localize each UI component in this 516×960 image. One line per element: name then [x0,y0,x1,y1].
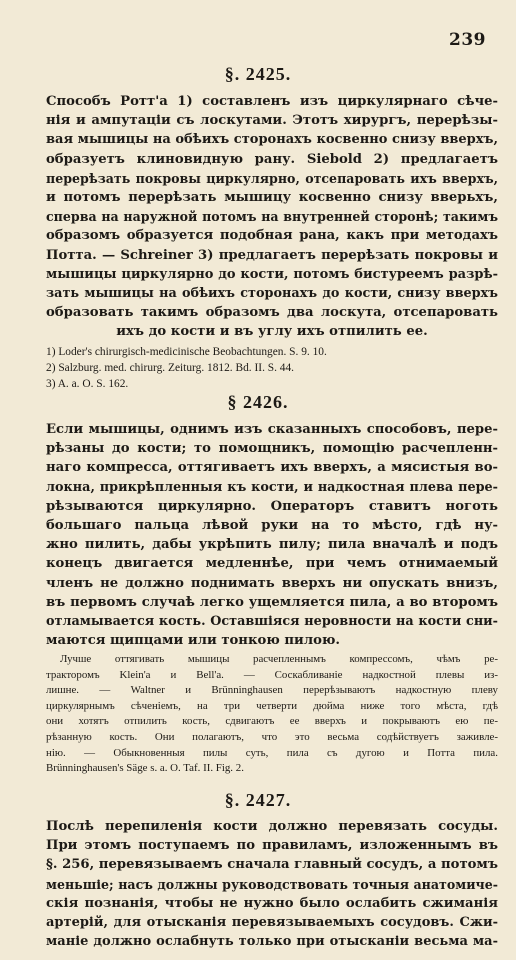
section-heading-2425: §. 2425. [224,64,292,84]
text-line: наго компресса, оттягиваетъ ихъ вверхъ, а мясистыя во- [46,460,498,476]
text-line: рѣзаны до кости; то помощникъ, помощію расчепленн- [46,441,498,457]
text-line: перерѣзать покровы циркулярно, отсепаровать ихъ вверхъ, [46,170,498,186]
text-line: отламывается кость. Оставшіяся неровности на кости сни- [46,613,498,629]
section-heading-2426: § 2426. [227,392,289,412]
text-line: конецъ двигается медленнѣе, при чемъ отнимаемый [46,556,498,572]
text-line: сперва на наружной потомъ на внутренней сторонѣ; такимъ [46,209,498,225]
note-line: нію. — Обыкновенныя пилы суть, пила съ дугою и Потта пила. [46,746,498,759]
text-line: скія познанія, чтобы не нужно было ослабить сжиманія [46,895,498,911]
note-line: рѣзанную кость. Они полагаютъ, что это весьма содѣйствуетъ заживле- [46,730,498,743]
text-line: При этомъ поступаемъ по правиламъ, изложеннымъ въ [46,838,498,854]
section-2426-paragraph [46,420,498,650]
page-number: 239 [449,30,486,50]
text-line: образомъ образуется подобная рана, какъ при методахъ [46,228,498,244]
note-line: Лучше оттягивать мышицы расчепленнымъ компрессомъ, чѣмъ ре- [60,653,498,665]
text-line: §. 256, перевязываемъ сначала главный сосудъ, а потомъ [46,857,498,873]
text-line: Послѣ перепиленія кости должно перевязать сосуды. [46,819,498,834]
text-line: зать мышицы на обѣихъ сторонахъ до кости, снизу вверхъ [46,285,498,301]
text-line: локна, прикрѣпленныя къ кости, и надкостная плева пере- [46,479,498,495]
note-line: они хотятъ отпилить кость, сдвигаютъ ее вверхъ и покрываютъ ею пе- [46,715,498,728]
text-line: артерій, для отысканія перевязываемыхъ сосудовъ. Сжи- [46,914,498,930]
footnote: 3) A. a. O. S. 162. [46,378,129,390]
text-line: членъ не должно поднимать вверхъ ни опускать внизъ, [46,575,498,591]
text-line: Способъ Ротт'а 1) составленъ изъ циркулярнаго сѣче- [46,94,498,109]
text-line: маются щипцами или тонкою пилою. [46,633,341,649]
note-line: тракторомъ Klein'a и Bell'a. — Соскабливаніе надкостной плевы из- [46,668,498,681]
text-line: нія и ампутаціи съ лоскутами. Этотъ хирургъ, перерѣзы- [46,113,498,129]
footnote: 1) Loder's chirurgisch-medicinische Beobachtungen. S. 9. 10. [46,346,327,358]
section-2427-paragraph [46,817,498,951]
note-line: Brünninghausen's Säge s. a. O. Taf. II. Fig. 2. [46,762,244,775]
text-line: въ первомъ случаѣ легко ущемляется пила, а во второмъ [46,594,498,610]
text-line: образовать такимъ образомъ два лоскута, отсепаровать [46,305,498,321]
text-line: жно пилить, дабы укрѣпить пилу; пила вначалѣ и подъ [46,537,498,553]
text-line: ихъ до кости и въ углу ихъ отпилить ее. [116,324,428,340]
text-line: Если мышицы, однимъ изъ сказанныхъ способовъ, пере- [46,422,498,437]
text-line: большаго пальца лѣвой руки на то мѣсто, гдѣ ну- [46,517,498,533]
text-line: вая мышицы на обѣихъ сторонахъ косвенно снизу вверхъ, [46,132,498,148]
note-line: лишне. — Waltner и Brünninghausen перерѣзываютъ надкостную плеву [46,684,498,697]
section-2426-note [46,652,498,777]
text-line: рѣзываются циркулярно. Операторъ ставитъ ноготь [46,498,498,514]
text-line: и потомъ перерѣзать мышицу косвенно снизу вверьхъ, [46,189,498,205]
text-line: образуетъ клиновидную рану. Siebold 2) предлагаетъ [46,151,498,167]
text-line: Потта. — Schreiner 3) предлагаетъ перерѣзать покровы и [46,247,498,263]
note-line: циркулярнымъ сѣченіемъ, на три четверти дюйма ниже того мѣста, гдѣ [46,699,498,712]
section-heading-2427: §. 2427. [224,790,292,810]
text-line: маніе должно ослабнуть только при отысканіи весьма ма- [46,934,498,950]
section-2425-footnotes [46,344,498,392]
text-line: мышицы циркулярно до кости, потомъ бистуреемъ разрѣ- [46,266,498,282]
footnote: 2) Salzburg. med. chirurg. Zeiturg. 1812. Bd. II. S. 44. [46,362,295,374]
section-2425-paragraph [46,92,498,341]
text-line: меньшіе; насъ должны руководствовать точныя анатомиче- [46,876,498,892]
